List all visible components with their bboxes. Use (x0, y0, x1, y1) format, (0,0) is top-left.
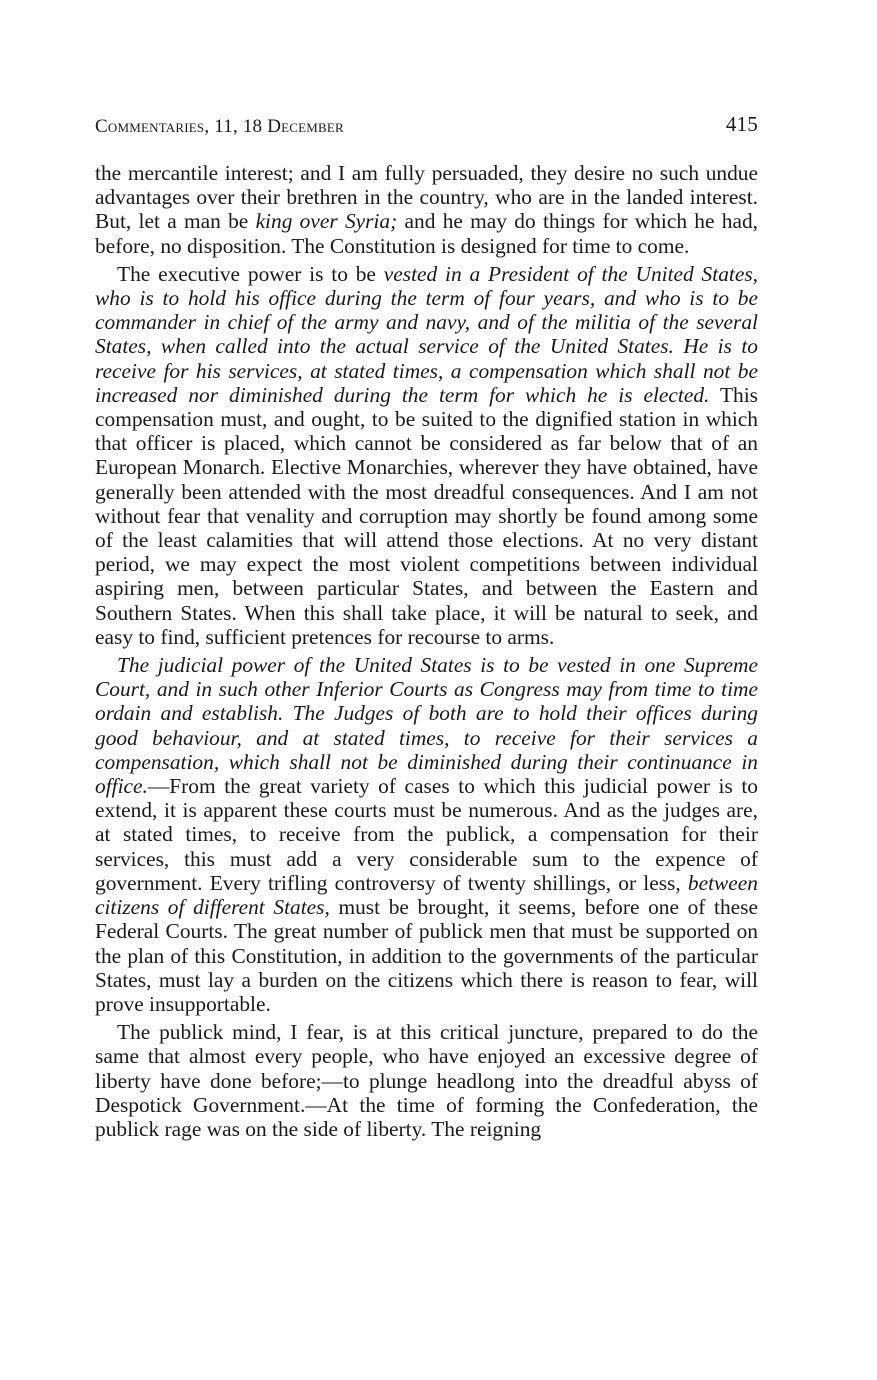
text-segment: and he may do things for which he had, before, no disposition. The Constitution is designed for time to come. (95, 209, 759, 258)
text-segment: The publick mind, I fear, is at this critical juncture, prepared to do the same that almost every people, who have enjoyed an excessive degree of liberty have done before;—to plunge headlong into the dreadful abyss of Despotick Government.—At the time of forming the Confederation, the publick rage was on the side of liberty. The reigning (95, 1020, 758, 1141)
text-segment: must be brought, it seems, before one of these Federal Courts. The great number of publick men that must be supported on the plan of this Constitution, in addition to the governments of the particular States, must lay a burden on the citizens which there is reason to fear, will prove insupportable. (95, 895, 758, 1016)
italic-segment: The judicial power of the United States is to be vested in one Supreme Court, and in such other Inferior Courts as Congress may from time to time ordain and establish. The Judges of both are to hold their offices during good behaviour, and at stated times, to receive for their services a compensation, which shall not be diminished during their continuance in office. (95, 653, 758, 799)
paragraph-3 (95, 653, 758, 1016)
italic-segment: vested in a President of the United States, who is to hold his office during the term of four years, and who is to be commander in chief of the army and navy, and of the militia of the several States, when called into the actual service of the United States. He is to receive for his services, at stated times, a compensation which shall not be increased nor diminished during the term for which he is elected. (95, 261, 758, 407)
paragraph-4 (95, 1020, 758, 1141)
running-head (95, 112, 758, 142)
running-title: Commentaries, 11, 18 December (95, 116, 344, 137)
text-segment: This compensation must, and ought, to be suited to the dignified station in which that officer is placed, which cannot be considered as far below that of an European Monarch. Elective Monarchies, wherever they have obtained, have generally been attended with the most dreadful consequences. And I am not without fear that venality and corruption may shortly be found among some of the least calamities that will attend those elections. At no very distant period, we may expect the most violent competitions between individual aspiring men, between particular States, and between the Eastern and Southern States. When this shall take place, it will be natural to seek, and easy to find, sufficient pretences for recourse to arms. (95, 382, 758, 649)
text-segment: The executive power is to be (117, 261, 384, 286)
text-segment: —From the great variety of cases to which this judicial power is to extend, it is apparent these courts must be numerous. And as the judges are, at stated times, to receive from the publick, a compensation for their services, this must add a very considerable sum to the expence of government. Every trifling controversy of twenty shillings, or less, (95, 774, 758, 895)
paragraph-1 (95, 161, 758, 258)
text-segment: the mercantile interest; and I am fully persuaded, they desire no such undue advantages over their brethren in the country, who are in the landed interest. But, let a man be (95, 161, 758, 234)
paragraph-2 (95, 262, 758, 649)
italic-segment: king over Syria; (255, 209, 398, 234)
body-text (95, 161, 758, 1145)
italic-segment: between citizens of different States, (95, 870, 758, 920)
page-number: 415 (725, 112, 758, 136)
